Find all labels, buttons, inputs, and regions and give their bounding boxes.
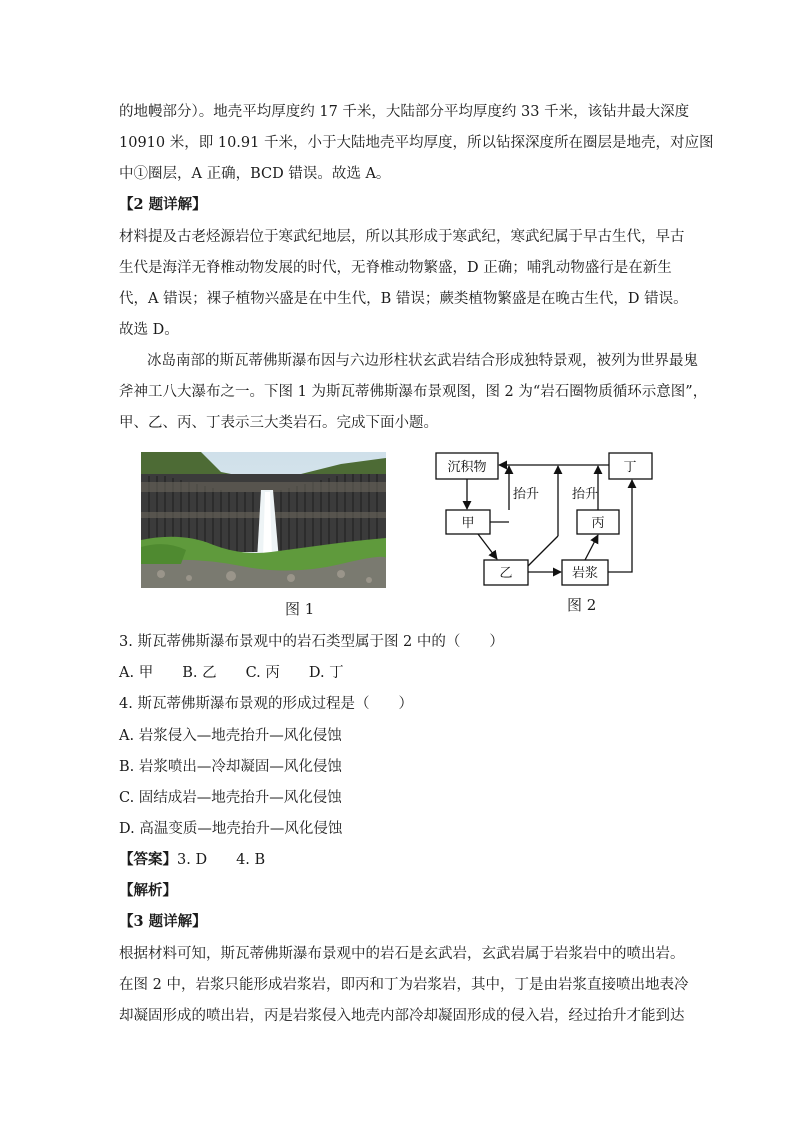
- figure1-caption: 图 1: [285, 600, 315, 618]
- answer-line: [119, 850, 265, 870]
- answer-text: 3. D 4. B: [177, 852, 266, 868]
- text-line: 生代是海洋无脊椎动物发展的时代，无脊椎动物繁盛，D 正确；哺乳动物盛行是在新生: [119, 260, 672, 276]
- text-line: 斧神工八大瀑布之一。下图 1 为斯瓦蒂佛斯瀑布景观图，图 2 为“岩石圈物质循环示意图”，: [119, 384, 708, 400]
- waterfall-photo: [141, 452, 386, 588]
- question-stem: 3. 斯瓦蒂佛斯瀑布景观中的岩石类型属于图 2 中的（ ）: [119, 634, 504, 650]
- node-sediment: 沉积物: [447, 460, 487, 475]
- text-line: 10910 米，即 10.91 千米，小于大陆地壳平均厚度，所以钻探深度所在圈层是地壳，对应图: [119, 135, 714, 151]
- node-magma: 岩浆: [571, 566, 599, 581]
- text-line: 却凝固形成的喷出岩，丙是岩浆侵入地壳内部冷却凝固形成的侵入岩，经过抬升才能到达: [119, 1008, 685, 1024]
- text-line: 中①圈层，A 正确，BCD 错误。故选 A。: [119, 166, 391, 182]
- question-option: D. 高温变质—地壳抬升—风化侵蚀: [119, 821, 343, 837]
- text-line: 在图 2 中，岩浆只能形成岩浆岩，即丙和丁为岩浆岩，其中，丁是由岩浆直接喷出地表冷: [119, 977, 689, 993]
- label-uplift: 抬升: [513, 487, 540, 502]
- text-line: 冰岛南部的斯瓦蒂佛斯瀑布因与六边形柱状玄武岩结合形成独特景观，被列为世界最鬼: [147, 353, 698, 369]
- label-uplift: 抬升: [572, 487, 599, 502]
- node-jia: 甲: [461, 516, 475, 531]
- rock-cycle-diagram: [430, 448, 660, 590]
- section-header: 【2 题详解】: [119, 196, 207, 213]
- text-line: 代，A 错误；裸子植物兴盛是在中生代，B 错误；蕨类植物繁盛是在晚古生代，D 错误。: [119, 291, 688, 307]
- node-bing: 丙: [591, 516, 605, 531]
- question-option: A. 岩浆侵入—地壳抬升—风化侵蚀: [119, 728, 342, 744]
- text-line: 的地幔部分）。地壳平均厚度约 17 千米，大陆部分平均厚度约 33 千米，该钻井最大深度: [119, 104, 690, 120]
- text-line: 甲、乙、丙、丁表示三大类岩石。完成下面小题。: [119, 415, 438, 431]
- node-yi: 乙: [499, 566, 513, 581]
- question-stem: 4. 斯瓦蒂佛斯瀑布景观的形成过程是（ ）: [119, 696, 413, 712]
- text-line: 根据材料可知，斯瓦蒂佛斯瀑布景观中的岩石是玄武岩，玄武岩属于岩浆岩中的喷出岩。: [119, 946, 685, 962]
- node-ding: 丁: [623, 460, 637, 475]
- section-header: 【3 题详解】: [119, 913, 207, 930]
- question-options: A. 甲 B. 乙 C. 丙 D. 丁: [119, 665, 344, 681]
- text-line: 故选 D。: [119, 322, 179, 338]
- figure2-caption: 图 2: [567, 596, 597, 614]
- analysis-label: 【解析】: [119, 882, 177, 899]
- question-option: C. 固结成岩—地壳抬升—风化侵蚀: [119, 790, 342, 806]
- question-option: B. 岩浆喷出—冷却凝固—风化侵蚀: [119, 759, 342, 775]
- text-line: 材料提及古老烃源岩位于寒武纪地层，所以其形成于寒武纪，寒武纪属于早古生代，早古: [119, 229, 685, 245]
- answer-label: 【答案】: [119, 851, 177, 868]
